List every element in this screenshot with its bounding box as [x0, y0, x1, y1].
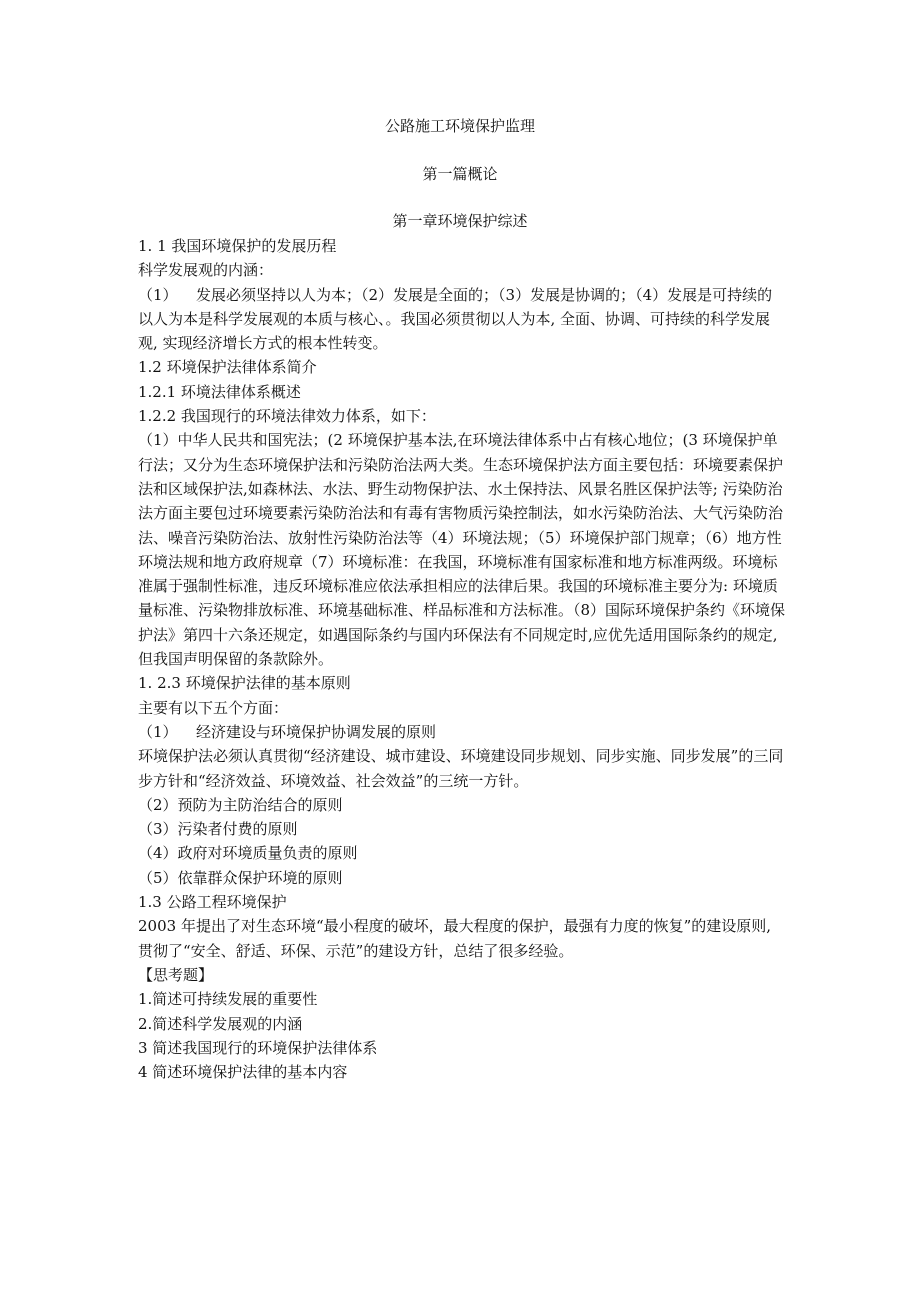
list-item-text: 发展必须坚持以人为本；（2）发展是全面的；（3）发展是协调的；（4）发展是可持续的 — [196, 285, 773, 304]
principle-item: （4）政府对环境质量负责的原则 — [138, 844, 358, 863]
document-body — [138, 234, 786, 1084]
text-line: 主要有以下五个方面： — [138, 698, 289, 717]
principle-item: （5）依靠群众保护环境的原则 — [138, 868, 343, 887]
question-item: 1.简述可持续发展的重要性 — [138, 990, 318, 1009]
section-heading-1-2-3: 1. 2.3 环境保护法律的基本原则 — [138, 674, 351, 693]
section-heading-1-2-2: 1.2.2 我国现行的环境法律效力体系，如下： — [138, 407, 436, 426]
section-heading-1-1: 1. 1 我国环境保护的发展历程 — [138, 237, 337, 255]
section-heading-1-3: 1.3 公路工程环境保护 — [138, 893, 287, 912]
list-item — [138, 283, 786, 307]
section-heading-1-2: 1.2 环境保护法律体系简介 — [138, 358, 317, 377]
list-item-number: （1） — [138, 285, 178, 304]
list-item-number: （1） — [138, 722, 178, 741]
paragraph: 2003 年提出了对生态环境“最小程度的破坏，最大程度的保护，最强有力度的恢复”的建设原则,贯彻了“安全、舒适、环保、示范”的建设方针，总结了很多经验。 — [138, 917, 772, 960]
paragraph: （1）中华人民共和国宪法；(2 环境保护基本法,在环境法律体系中占有核心地位；(3 环境保护单行法；又分为生态环境保护法和污染防治法两大类。生态环境保护法方面主要包括：环境要素保护法和区域保护法,如森林法、水法、野生动物保护法、水土保持法、风景名胜区保护法等; 污染防治法方面主要包过环境要素污染防治法和有毒有害物质污染控制法，如水污染防治法、大气污染防治法、噪音污染防治法、放射性污染防治法等（4）环境法规；（5）环境保护部门规章；（6）地方性环境法规和地方政府规章（7）环境标准：在我国，环境标准有国家标准和地方标准两级。环境标准属于强制性标准，违反环境标准应依法承担相应的法律后果。我国的环境标准主要分为: 环境质量标准、污染物排放标准、环境基础标准、样品标准和方法标准。（8）国际环境保护条约《环境保护法》第四十六条还规定，如遇国际条约与国内环保法有不同规定时,应优先适用国际条约的规定,但我国声明保留的条款除外。 — [138, 431, 786, 669]
section-heading-1-2-1: 1.2.1 环境法律体系概述 — [138, 382, 301, 401]
paragraph: 以人为本是科学发展观的本质与核心、。我国必须贯彻以人为本, 全面、协调、可持续的科学发展观, 实现经济增长方式的根本性转变。 — [138, 309, 771, 353]
question-item: 3 简述我国现行的环境保护法律体系 — [138, 1038, 378, 1057]
chapter-title: 第一章环境保护综述 — [392, 212, 528, 230]
principle-item: （3）污染者付费的原则 — [138, 820, 298, 839]
question-item: 2.简述科学发展观的内涵 — [138, 1014, 303, 1033]
list-item — [138, 720, 786, 744]
document-title: 公路施工环境保护监理 — [384, 117, 535, 135]
part-title: 第一篇概论 — [422, 165, 498, 183]
paragraph: 环境保护法必须认真贯彻“经济建设、城市建设、环境建设同步规划、同步实施、同步发展”的三同步方针和“经济效益、环境效益、社会效益”的三统一方针。 — [138, 747, 784, 790]
question-item: 4 简述环境保护法律的基本内容 — [138, 1063, 348, 1082]
list-item-text: 经济建设与环境保护协调发展的原则 — [196, 722, 437, 741]
text-line: 科学发展观的内涵： — [138, 261, 274, 280]
principle-item: （2）预防为主防治结合的原则 — [138, 795, 343, 814]
questions-heading: 【思考题】 — [138, 965, 214, 984]
